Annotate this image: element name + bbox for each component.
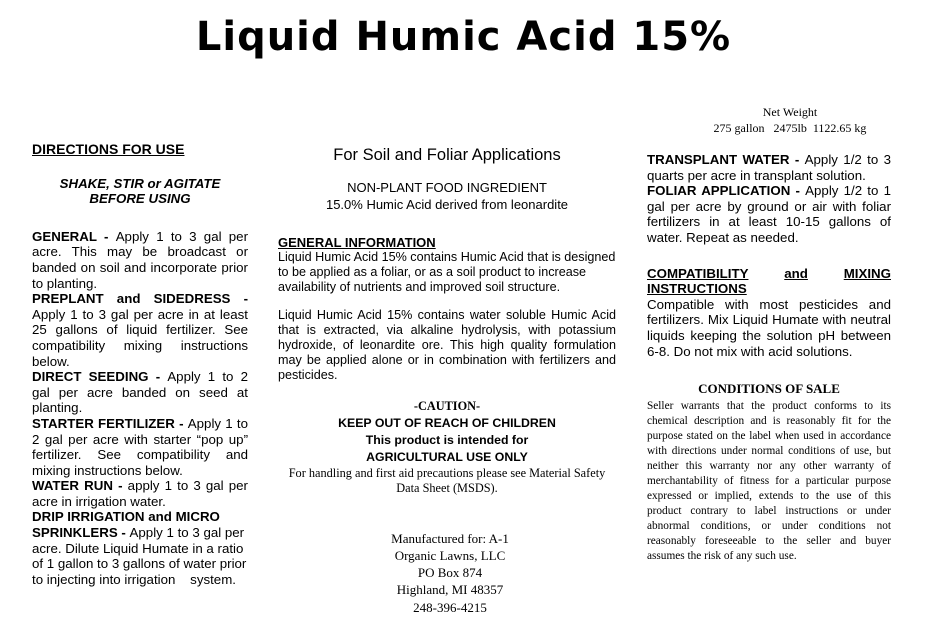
manufacturer-line-1: Manufactured for: A-1 bbox=[391, 531, 509, 546]
conditions-heading: CONDITIONS OF SALE bbox=[698, 381, 840, 397]
compatibility-text: Compatible with most pesticides and fertilizers. Mix Liquid Humate with neutral liquids keeping the solution pH between 6-8. Do not mix with acid solutions. bbox=[647, 296, 891, 359]
conditions-text: Seller warrants that the product conforms to its chemical description and is reasonably fit for the purpose stated on the label when used in accordance with directions under normal conditions of use, but neither this warranty nor any other warranty of merchantability of fitness for a particular purpose expressed or implied, extends to the use of this product contrary to label instructions or under abnormal conditions, or under conditions not reasonably foreseeable to the seller and buyer assumes the risk of any such use. bbox=[647, 399, 891, 562]
direction-general bbox=[32, 229, 248, 291]
manufacturer-line-3: PO Box 874 bbox=[417, 565, 483, 580]
caution-line-3: AGRICULTURAL USE ONLY bbox=[366, 449, 528, 464]
application-column bbox=[647, 152, 891, 564]
ingredient-line-1: NON-PLANT FOOD INGREDIENT bbox=[347, 180, 547, 195]
ingredient-line-2: 15.0% Humic Acid derived from leonardite bbox=[325, 197, 569, 212]
direction-starter bbox=[32, 416, 248, 478]
transplant-label: TRANSPLANT WATER - bbox=[647, 152, 805, 167]
caution-line-4: For handling and first aid precautions please see Material Safety Data Sheet (MSDS). bbox=[288, 465, 606, 495]
manufacturer-line-2: Organic Lawns, LLC bbox=[394, 548, 506, 563]
direction-label: STARTER FERTILIZER - bbox=[32, 415, 188, 431]
direction-water-run bbox=[32, 478, 248, 509]
shake-line-1: SHAKE, STIR or AGITATE bbox=[59, 175, 221, 191]
direction-text: apply 1 to 3 gal per acre in irrigation water. bbox=[32, 478, 248, 509]
direction-direct-seeding bbox=[32, 369, 248, 416]
direction-text: Apply 1 to 3 gal per acre. This may be broadcast or banded on soil and incorporate prior to planting. bbox=[32, 228, 248, 291]
direction-text: Apply 1 to 2 gal per acre banded on seed at planting. bbox=[32, 369, 248, 416]
compat-word-2: and bbox=[784, 265, 808, 281]
manufacturer-phone: 248-396-4215 bbox=[413, 600, 487, 615]
compat-word-1: COMPATIBILITY bbox=[647, 265, 749, 281]
compat-word-3: MIXING bbox=[843, 265, 891, 281]
foliar-text: Apply 1/2 to 1 gal per acre by ground or air with foliar fertilizers in at least 10-15 gallons of water. Repeat as needed. bbox=[647, 183, 891, 245]
foliar-application bbox=[647, 183, 891, 245]
compatibility-heading bbox=[647, 266, 891, 282]
application-subtitle: For Soil and Foliar Applications bbox=[333, 146, 561, 164]
caution-block bbox=[278, 398, 616, 495]
general-info-heading: GENERAL INFORMATION bbox=[278, 235, 436, 250]
manufacturer-line-4: Highland, MI 48357 bbox=[396, 582, 504, 597]
caution-line-2: This product is intended for bbox=[365, 432, 529, 447]
direction-label: DIRECT SEEDING - bbox=[32, 369, 168, 385]
direction-label: PREPLANT and SIDEDRESS - bbox=[32, 291, 248, 307]
general-info-paragraph-2: Liquid Humic Acid 15% contains water soluble Humic Acid that is extracted, via alkaline hydrolysis, with potassium hydroxide, of leonardite ore. This high quality formulation may be applied alone or in combination with fertilizers and pesticides. bbox=[278, 308, 616, 382]
directions-column bbox=[32, 141, 251, 587]
shake-notice bbox=[32, 176, 248, 207]
direction-label: WATER RUN - bbox=[32, 478, 128, 494]
net-weight bbox=[690, 104, 890, 136]
ingredient-block bbox=[278, 179, 616, 213]
direction-drip bbox=[32, 509, 251, 587]
directions-heading: DIRECTIONS FOR USE bbox=[32, 141, 185, 157]
caution-line-1: KEEP OUT OF REACH OF CHILDREN bbox=[338, 416, 556, 431]
caution-heading: -CAUTION- bbox=[413, 399, 481, 414]
compatibility-heading-line-2: INSTRUCTIONS bbox=[647, 281, 747, 297]
net-weight-label: Net Weight bbox=[762, 105, 818, 119]
direction-label: GENERAL - bbox=[32, 228, 116, 244]
manufacturer-block bbox=[360, 530, 540, 598]
shake-line-2: BEFORE USING bbox=[89, 191, 191, 207]
net-weight-values: 275 gallon 2475lb 1122.65 kg bbox=[713, 121, 867, 135]
info-column bbox=[278, 146, 616, 496]
general-info-paragraph-1: Liquid Humic Acid 15% contains Humic Acid that is designed to be applied as a foliar, or as a soil product to increase availability of nutrients and improved soil structure. bbox=[278, 250, 616, 294]
direction-label: DRIP IRRIGATION and MICRO SPRINKLERS - bbox=[32, 509, 220, 541]
direction-text: Apply 1 to 3 gal per acre in at least 25 gallons of liquid fertilizer. See compatibility mixing instructions below. bbox=[32, 306, 248, 369]
transplant-water bbox=[647, 152, 891, 183]
direction-preplant bbox=[32, 291, 248, 369]
transplant-text: Apply 1/2 to 3 quarts per acre in transplant solution. bbox=[647, 152, 891, 183]
foliar-label: FOLIAR APPLICATION - bbox=[647, 183, 806, 199]
direction-text: Apply 1 to 3 gal per acre. Dilute Liquid Humate in a ratio of 1 gallon to 3 gallons of water prior to injecting into irrigation system. bbox=[32, 525, 251, 587]
direction-text: Apply 1 to 2 gal per acre with starter “pop up” fertilizer. See compatibility and mixing instructions below. bbox=[32, 415, 249, 478]
label-title: Liquid Humic Acid 15% bbox=[195, 14, 732, 60]
